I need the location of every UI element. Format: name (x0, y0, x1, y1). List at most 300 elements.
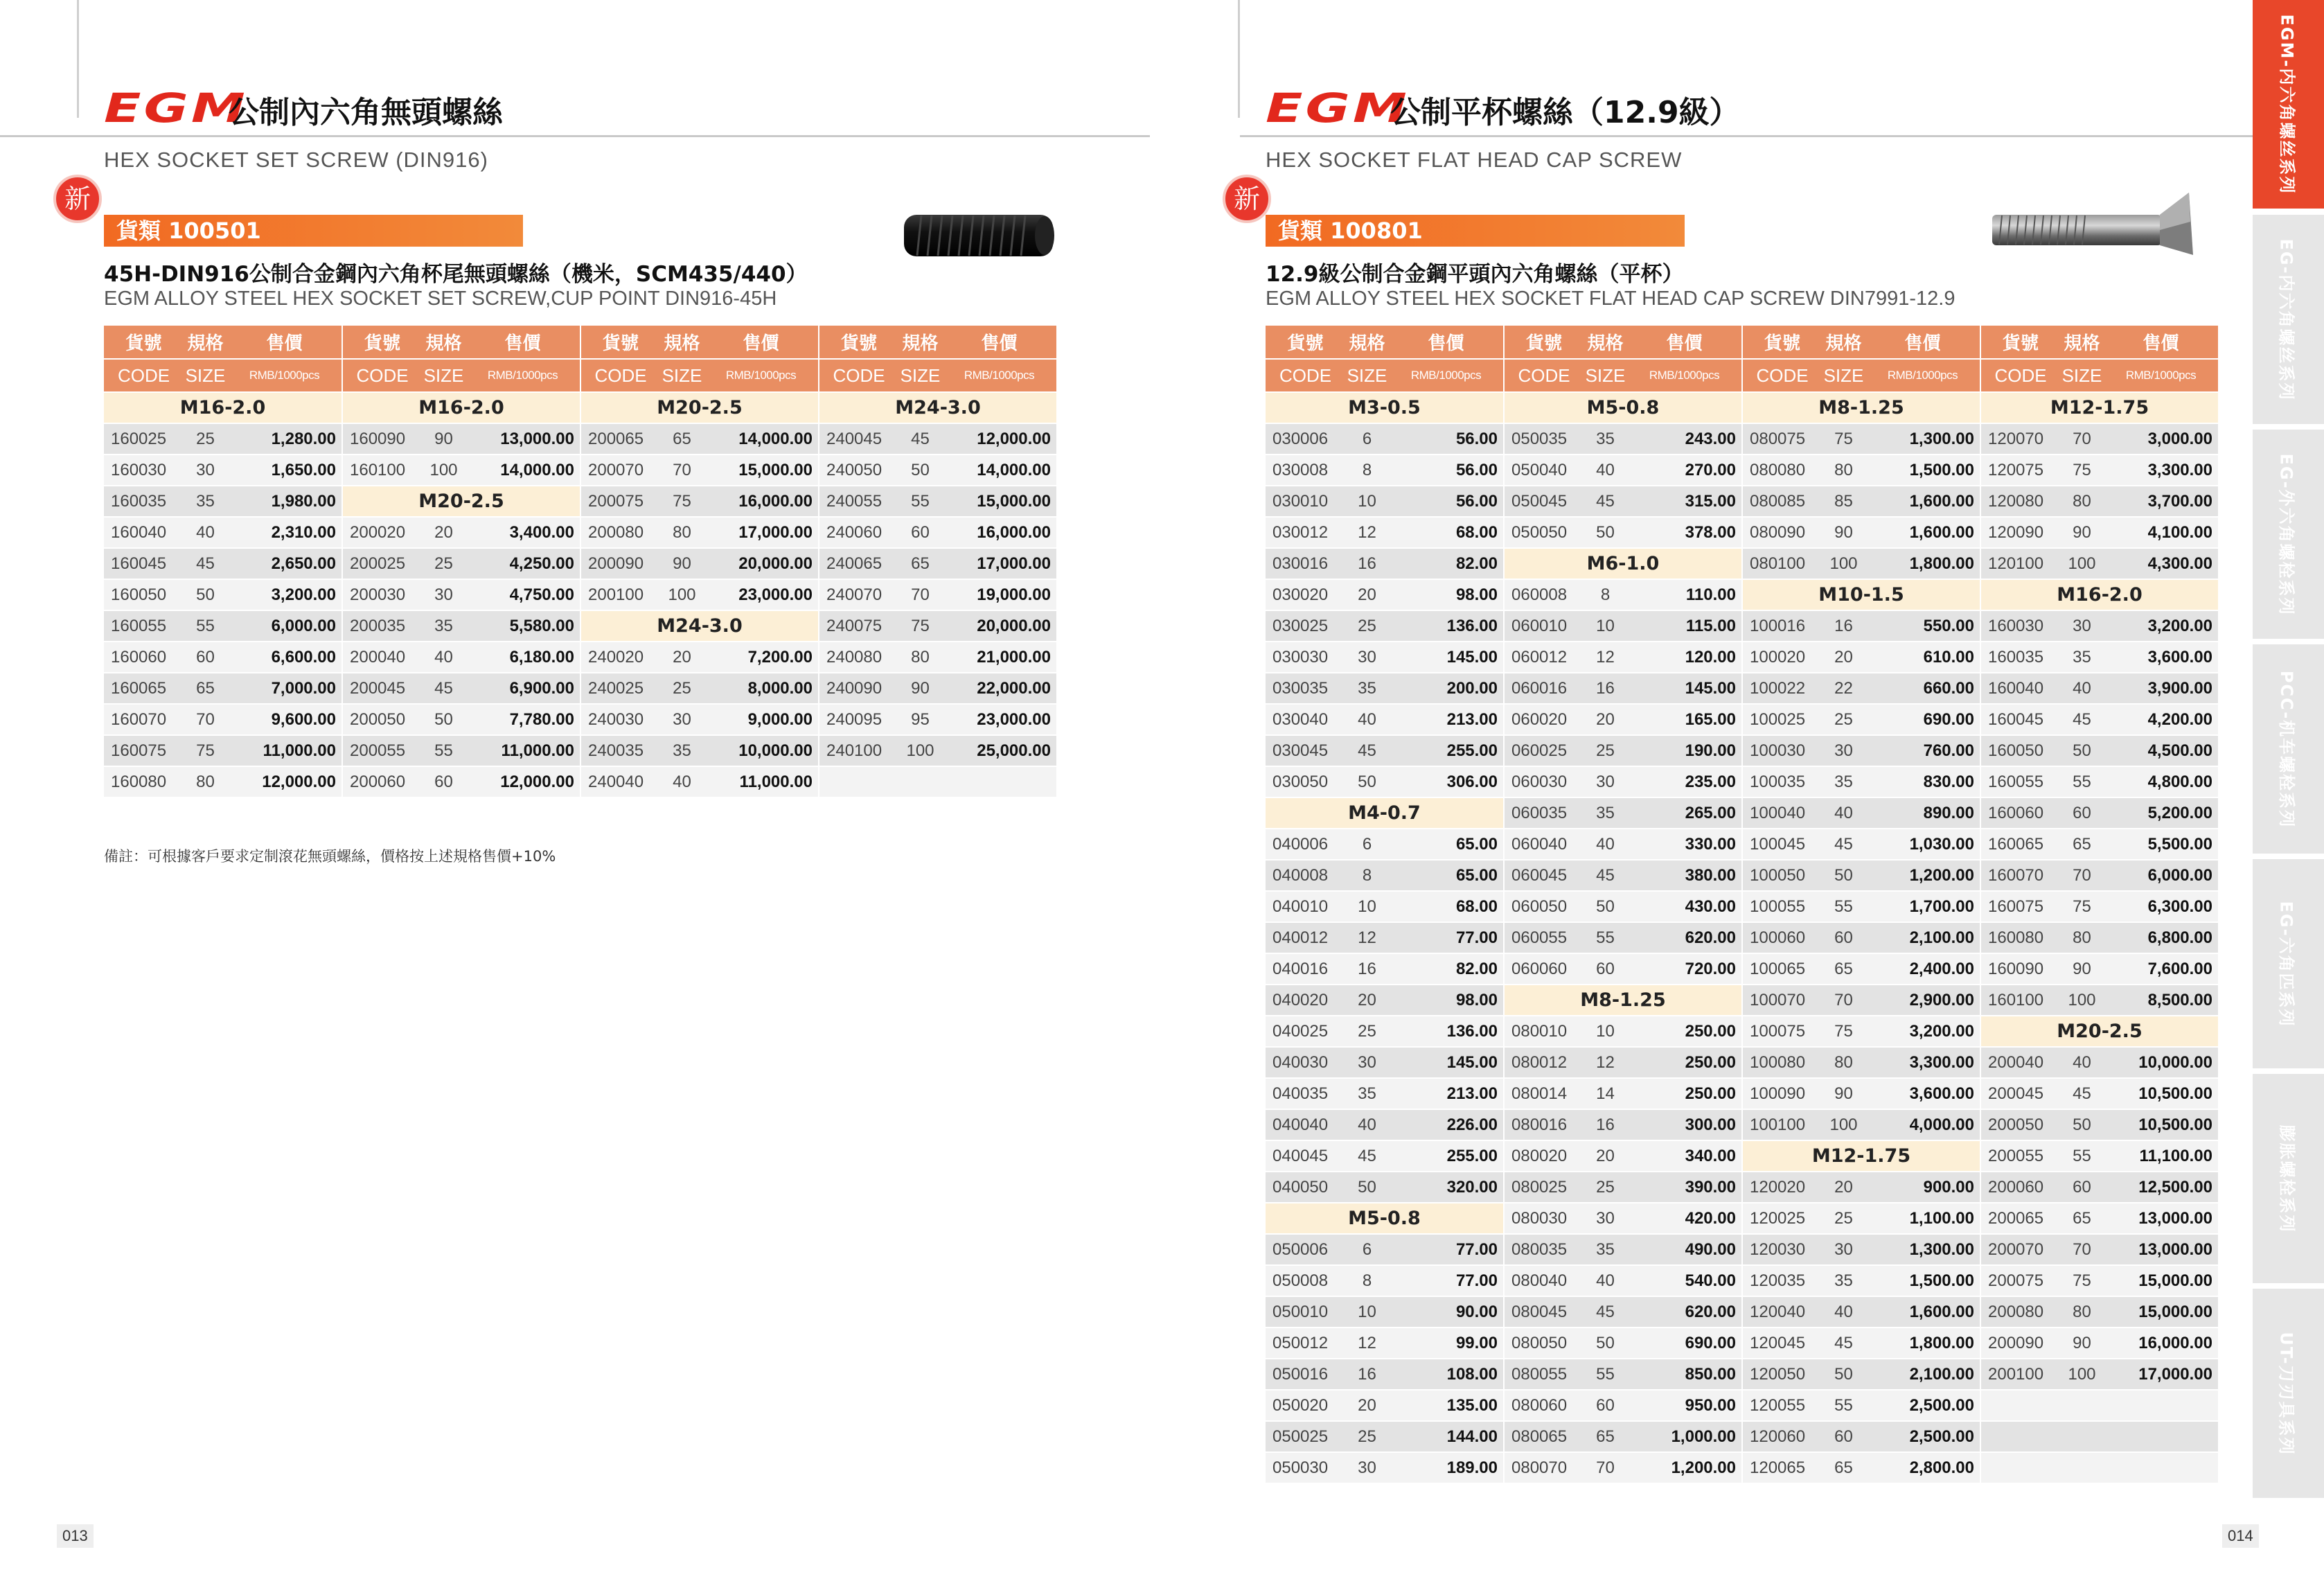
product-price-cell: 68.00 (1389, 517, 1504, 548)
product-size-cell: 50 (1584, 891, 1627, 922)
product-price-cell: 77.00 (1389, 1265, 1504, 1296)
table-row (104, 548, 1057, 579)
left-egm-logo: EGM (104, 85, 248, 132)
product-code-cell (1980, 1452, 2060, 1483)
product-size-cell: 100 (2060, 985, 2104, 1016)
product-price-cell: 12,500.00 (2104, 1172, 2219, 1203)
product-price-cell: 3,900.00 (2104, 673, 2219, 704)
product-size-cell: 45 (1345, 1140, 1389, 1172)
product-size-cell: 40 (1584, 455, 1627, 486)
product-size-cell: 50 (184, 579, 227, 610)
size-group-heading: M8-1.25 (1504, 985, 1742, 1016)
table-row (104, 392, 1057, 423)
product-code-cell: 200070 (580, 455, 660, 486)
side-tab-label: EG-六角匹系列 (2277, 900, 2296, 1027)
product-size-cell: 80 (660, 517, 704, 548)
product-price-cell: 13,000.00 (2104, 1234, 2219, 1265)
size-group-heading: M16-2.0 (1980, 579, 2219, 610)
product-size-cell: 8 (1345, 455, 1389, 486)
product-size-cell: 16 (1584, 673, 1627, 704)
product-price-cell: 56.00 (1389, 455, 1504, 486)
size-group-heading: M8-1.25 (1742, 392, 1980, 423)
product-price-cell: 315.00 (1627, 486, 1742, 517)
product-price-cell: 340.00 (1627, 1140, 1742, 1172)
product-price-cell: 6,180.00 (465, 642, 580, 673)
product-size-cell: 20 (1822, 642, 1865, 673)
side-tab[interactable] (2253, 0, 2324, 211)
product-code-cell: 080055 (1504, 1359, 1584, 1390)
left-header-rule (0, 135, 1150, 137)
product-size-cell: 100 (2060, 548, 2104, 579)
product-code-cell: 200090 (580, 548, 660, 579)
product-size-cell: 75 (660, 486, 704, 517)
product-price-cell: 690.00 (1627, 1327, 1742, 1359)
product-price-cell: 690.00 (1865, 704, 1980, 735)
product-code-cell: 200020 (342, 517, 422, 548)
product-code-cell: 120050 (1742, 1359, 1822, 1390)
product-code-cell: 080010 (1504, 1016, 1584, 1047)
table-row (1266, 1421, 2219, 1452)
product-price-cell: 56.00 (1389, 486, 1504, 517)
product-code-cell: 200060 (342, 766, 422, 797)
header-code-en: CODE (1980, 359, 2060, 392)
product-size-cell: 10 (1584, 610, 1627, 642)
product-size-cell: 12 (1345, 1327, 1389, 1359)
product-size-cell: 40 (1345, 1109, 1389, 1140)
product-size-cell: 50 (2060, 735, 2104, 766)
product-size-cell: 10 (1345, 1296, 1389, 1327)
table-row (1266, 423, 2219, 455)
product-size-cell: 55 (1822, 1390, 1865, 1421)
product-code-cell: 240035 (580, 735, 660, 766)
product-code-cell: 160090 (1980, 953, 2060, 985)
product-code-cell: 240065 (819, 548, 898, 579)
right-egm-logo: EGM (1266, 85, 1410, 132)
product-size-cell: 40 (660, 766, 704, 797)
product-price-cell: 1,600.00 (1865, 486, 1980, 517)
product-code-cell: 200080 (580, 517, 660, 548)
product-code-cell: 160060 (1980, 797, 2060, 829)
product-price-cell: 900.00 (1865, 1172, 1980, 1203)
product-price-cell: 4,750.00 (465, 579, 580, 610)
product-code-cell: 030016 (1266, 548, 1345, 579)
product-price-cell: 16,000.00 (704, 486, 819, 517)
header-code-cn: 貨號 (819, 326, 898, 359)
product-code-cell: 080045 (1504, 1296, 1584, 1327)
product-price-cell: 2,100.00 (1865, 1359, 1980, 1390)
product-size-cell: 65 (2060, 1203, 2104, 1234)
product-price-cell: 6,000.00 (227, 610, 342, 642)
product-code-cell: 080070 (1504, 1452, 1584, 1483)
product-code-cell: 120045 (1742, 1327, 1822, 1359)
side-tab[interactable] (2253, 644, 2324, 856)
product-size-cell: 45 (898, 423, 942, 455)
header-size-cn: 規格 (1584, 326, 1627, 359)
product-code-cell: 120075 (1980, 455, 2060, 486)
table-row (1266, 1452, 2219, 1483)
product-price-cell: 20,000.00 (942, 610, 1057, 642)
product-code-cell: 160025 (104, 423, 184, 455)
product-code-cell: 060045 (1504, 860, 1584, 891)
header-unit: RMB/1000pcs (1627, 359, 1742, 392)
product-size-cell: 20 (1584, 704, 1627, 735)
product-size-cell: 20 (1345, 985, 1389, 1016)
right-code-bar: 貨類 100801 (1266, 215, 1685, 247)
product-price-cell: 98.00 (1389, 579, 1504, 610)
product-code-cell: 040006 (1266, 829, 1345, 860)
table-row (1266, 392, 2219, 423)
product-code-cell (819, 766, 898, 797)
product-code-cell: 240030 (580, 704, 660, 735)
product-code-cell: 120065 (1742, 1452, 1822, 1483)
product-code-cell: 100050 (1742, 860, 1822, 891)
product-code-cell: 160035 (1980, 642, 2060, 673)
header-code-en: CODE (1266, 359, 1345, 392)
product-size-cell: 45 (1345, 735, 1389, 766)
product-code-cell: 160100 (342, 455, 422, 486)
table-row (1266, 1234, 2219, 1265)
product-code-cell: 040010 (1266, 891, 1345, 922)
side-tab-label: EG-外六角螺栓系列 (2277, 452, 2296, 616)
side-tab[interactable] (2253, 215, 2324, 427)
product-price-cell: 6,600.00 (227, 642, 342, 673)
product-size-cell: 45 (184, 548, 227, 579)
product-price-cell: 250.00 (1627, 1047, 1742, 1078)
product-price-cell: 15,000.00 (2104, 1296, 2219, 1327)
product-code-cell: 040030 (1266, 1047, 1345, 1078)
product-size-cell: 12 (1345, 922, 1389, 953)
product-code-cell: 240070 (819, 579, 898, 610)
header-code-cn: 貨號 (342, 326, 422, 359)
product-code-cell: 060030 (1504, 766, 1584, 797)
product-price-cell: 10,500.00 (2104, 1109, 2219, 1140)
side-tab[interactable] (2253, 1074, 2324, 1286)
product-price-cell: 226.00 (1389, 1109, 1504, 1140)
product-price-cell: 10,000.00 (704, 735, 819, 766)
product-size-cell: 25 (1822, 1203, 1865, 1234)
table-row (1266, 1203, 2219, 1234)
product-code-cell: 060025 (1504, 735, 1584, 766)
product-size-cell: 45 (1584, 486, 1627, 517)
product-price-cell: 1,300.00 (1865, 423, 1980, 455)
header-size-cn: 規格 (2060, 326, 2104, 359)
side-tab[interactable] (2253, 859, 2324, 1071)
header-size-cn: 規格 (660, 326, 704, 359)
product-size-cell: 80 (184, 766, 227, 797)
product-code-cell: 050010 (1266, 1296, 1345, 1327)
product-size-cell: 45 (1822, 829, 1865, 860)
product-price-cell: 17,000.00 (942, 548, 1057, 579)
header-unit: RMB/1000pcs (1389, 359, 1504, 392)
product-price-cell: 1,700.00 (1865, 891, 1980, 922)
left-code-bar: 貨類 100501 (104, 215, 523, 247)
product-size-cell: 16 (1345, 1359, 1389, 1390)
product-code-cell: 100022 (1742, 673, 1822, 704)
product-size-cell: 40 (184, 517, 227, 548)
product-code-cell: 080085 (1742, 486, 1822, 517)
product-size-cell: 30 (1345, 642, 1389, 673)
product-code-cell: 200055 (342, 735, 422, 766)
product-size-cell: 14 (1584, 1078, 1627, 1109)
product-price-cell: 610.00 (1865, 642, 1980, 673)
product-price-cell: 145.00 (1389, 1047, 1504, 1078)
product-price-cell: 190.00 (1627, 735, 1742, 766)
product-code-cell: 160065 (104, 673, 184, 704)
product-code-cell: 080060 (1504, 1390, 1584, 1421)
product-code-cell: 120090 (1980, 517, 2060, 548)
side-tab-label: PCC-机车螺栓系列 (2277, 670, 2297, 828)
header-price-cn: 售價 (1389, 326, 1504, 359)
side-tab[interactable] (2253, 430, 2324, 642)
product-size-cell: 50 (2060, 1109, 2104, 1140)
product-size-cell: 6 (1345, 1234, 1389, 1265)
product-size-cell: 25 (184, 423, 227, 455)
product-code-cell: 080075 (1742, 423, 1822, 455)
size-group-heading: M24-3.0 (580, 610, 819, 642)
header-code-cn: 貨號 (1266, 326, 1345, 359)
product-price-cell: 3,600.00 (2104, 642, 2219, 673)
product-size-cell: 8 (1345, 1265, 1389, 1296)
size-group-heading: M12-1.75 (1742, 1140, 1980, 1172)
product-code-cell: 160070 (104, 704, 184, 735)
product-price-cell: 1,800.00 (1865, 548, 1980, 579)
product-size-cell: 25 (1345, 1421, 1389, 1452)
product-code-cell: 160065 (1980, 829, 2060, 860)
product-code-cell: 050040 (1504, 455, 1584, 486)
flat-head-screw-image (1988, 187, 2196, 256)
product-price-cell (942, 766, 1057, 797)
product-code-cell: 080030 (1504, 1203, 1584, 1234)
size-group-heading: M24-3.0 (819, 392, 1057, 423)
product-size-cell: 55 (184, 610, 227, 642)
product-price-cell: 1,980.00 (227, 486, 342, 517)
product-code-cell: 160045 (104, 548, 184, 579)
product-price-cell: 2,100.00 (1865, 922, 1980, 953)
product-size-cell: 40 (2060, 1047, 2104, 1078)
product-price-cell: 10,500.00 (2104, 1078, 2219, 1109)
header-unit: RMB/1000pcs (227, 359, 342, 392)
product-size-cell: 35 (1822, 766, 1865, 797)
product-code-cell: 160055 (104, 610, 184, 642)
product-code-cell: 060040 (1504, 829, 1584, 860)
header-size-cn: 規格 (898, 326, 942, 359)
product-price-cell: 890.00 (1865, 797, 1980, 829)
product-code-cell (1980, 1421, 2060, 1452)
product-price-cell: 56.00 (1389, 423, 1504, 455)
product-price-cell: 5,500.00 (2104, 829, 2219, 860)
product-size-cell: 100 (1822, 548, 1865, 579)
product-size-cell: 35 (1584, 797, 1627, 829)
product-code-cell: 100080 (1742, 1047, 1822, 1078)
product-price-cell: 25,000.00 (942, 735, 1057, 766)
product-price-cell: 390.00 (1627, 1172, 1742, 1203)
product-price-cell: 4,500.00 (2104, 735, 2219, 766)
product-size-cell: 80 (898, 642, 942, 673)
product-price-cell (2104, 1421, 2219, 1452)
product-code-cell: 200075 (1980, 1265, 2060, 1296)
product-code-cell: 050035 (1504, 423, 1584, 455)
product-code-cell: 200030 (342, 579, 422, 610)
product-size-cell: 35 (1345, 673, 1389, 704)
product-price-cell: 3,600.00 (1865, 1078, 1980, 1109)
product-size-cell: 25 (1345, 610, 1389, 642)
product-size-cell: 95 (898, 704, 942, 735)
product-size-cell: 90 (660, 548, 704, 579)
product-size-cell: 30 (1584, 766, 1627, 797)
product-price-cell: 14,000.00 (465, 455, 580, 486)
product-price-cell: 20,000.00 (704, 548, 819, 579)
header-code-cn: 貨號 (104, 326, 184, 359)
product-code-cell: 080035 (1504, 1234, 1584, 1265)
header-code-cn: 貨號 (580, 326, 660, 359)
product-price-cell: 8,000.00 (704, 673, 819, 704)
product-code-cell: 100020 (1742, 642, 1822, 673)
product-price-cell: 11,000.00 (227, 735, 342, 766)
product-price-cell: 12,000.00 (465, 766, 580, 797)
product-code-cell: 200040 (1980, 1047, 2060, 1078)
product-size-cell: 30 (1345, 1047, 1389, 1078)
product-size-cell: 50 (1822, 1359, 1865, 1390)
product-code-cell: 040040 (1266, 1109, 1345, 1140)
product-price-cell: 250.00 (1627, 1016, 1742, 1047)
side-tab[interactable] (2253, 1289, 2324, 1501)
product-code-cell: 080025 (1504, 1172, 1584, 1203)
product-price-cell: 320.00 (1389, 1172, 1504, 1203)
product-size-cell: 35 (1584, 423, 1627, 455)
header-size-cn: 規格 (184, 326, 227, 359)
product-price-cell: 145.00 (1627, 673, 1742, 704)
product-code-cell: 030025 (1266, 610, 1345, 642)
product-size-cell: 70 (2060, 860, 2104, 891)
product-size-cell: 25 (422, 548, 465, 579)
product-code-cell: 240095 (819, 704, 898, 735)
product-price-cell: 23,000.00 (942, 704, 1057, 735)
product-code-cell: 160080 (1980, 922, 2060, 953)
product-price-cell: 7,780.00 (465, 704, 580, 735)
product-size-cell: 100 (898, 735, 942, 766)
product-code-cell: 200050 (1980, 1109, 2060, 1140)
product-price-cell: 1,280.00 (227, 423, 342, 455)
product-code-cell: 200045 (342, 673, 422, 704)
product-code-cell: 030010 (1266, 486, 1345, 517)
product-code-cell: 200065 (1980, 1203, 2060, 1234)
product-size-cell: 55 (1584, 922, 1627, 953)
product-code-cell: 240090 (819, 673, 898, 704)
product-code-cell: 200100 (580, 579, 660, 610)
product-size-cell: 90 (2060, 953, 2104, 985)
product-code-cell: 030040 (1266, 704, 1345, 735)
product-size-cell (2060, 1421, 2104, 1452)
product-code-cell: 100090 (1742, 1078, 1822, 1109)
product-size-cell: 25 (1584, 1172, 1627, 1203)
product-size-cell: 45 (1822, 1327, 1865, 1359)
product-price-cell: 12,000.00 (227, 766, 342, 797)
table-row (1266, 1327, 2219, 1359)
product-price-cell: 144.00 (1389, 1421, 1504, 1452)
product-size-cell: 60 (422, 766, 465, 797)
product-size-cell: 35 (422, 610, 465, 642)
product-size-cell: 60 (1584, 953, 1627, 985)
right-product-name-en: EGM ALLOY STEEL HEX SOCKET FLAT HEAD CAP SCREW DIN7991-12.9 (1266, 288, 1955, 310)
product-code-cell: 060008 (1504, 579, 1584, 610)
product-size-cell: 80 (1822, 1047, 1865, 1078)
product-size-cell: 30 (1822, 735, 1865, 766)
product-price-cell: 6,800.00 (2104, 922, 2219, 953)
product-price-cell: 255.00 (1389, 1140, 1504, 1172)
product-code-cell: 100100 (1742, 1109, 1822, 1140)
product-price-cell: 1,200.00 (1865, 860, 1980, 891)
product-code-cell: 240040 (580, 766, 660, 797)
header-size-en: SIZE (1584, 359, 1627, 392)
product-code-cell: 030012 (1266, 517, 1345, 548)
header-code-en: CODE (819, 359, 898, 392)
header-unit: RMB/1000pcs (942, 359, 1057, 392)
product-price-cell: 4,800.00 (2104, 766, 2219, 797)
side-tab-label: UT-刀刃具系列 (2277, 1331, 2297, 1456)
product-size-cell: 75 (184, 735, 227, 766)
product-price-cell: 82.00 (1389, 953, 1504, 985)
product-size-cell: 65 (898, 548, 942, 579)
product-code-cell: 200040 (342, 642, 422, 673)
header-size-en: SIZE (184, 359, 227, 392)
product-code-cell: 240050 (819, 455, 898, 486)
product-size-cell: 70 (1822, 985, 1865, 1016)
product-price-cell: 430.00 (1627, 891, 1742, 922)
size-group-heading: M5-0.8 (1266, 1203, 1504, 1234)
product-size-cell: 30 (660, 704, 704, 735)
product-code-cell: 240060 (819, 517, 898, 548)
product-price-cell: 136.00 (1389, 610, 1504, 642)
table-row (1266, 953, 2219, 985)
product-price-cell: 1,030.00 (1865, 829, 1980, 860)
product-code-cell: 040020 (1266, 985, 1345, 1016)
product-price-cell: 720.00 (1627, 953, 1742, 985)
product-price-cell: 255.00 (1389, 735, 1504, 766)
product-price-cell: 265.00 (1627, 797, 1742, 829)
product-size-cell: 70 (2060, 423, 2104, 455)
product-code-cell: 240075 (819, 610, 898, 642)
product-size-cell: 25 (660, 673, 704, 704)
product-code-cell: 080065 (1504, 1421, 1584, 1452)
product-code-cell: 160050 (104, 579, 184, 610)
left-product-name: 45H-DIN916公制合金鋼內六角杯尾無頭螺絲（機米，SCM435/440） (104, 262, 808, 287)
product-code-cell: 050016 (1266, 1359, 1345, 1390)
product-code-cell: 080080 (1742, 455, 1822, 486)
product-price-cell: 77.00 (1389, 1234, 1504, 1265)
product-size-cell: 16 (1345, 953, 1389, 985)
product-size-cell (2060, 1452, 2104, 1483)
product-size-cell: 90 (422, 423, 465, 455)
product-size-cell: 45 (2060, 704, 2104, 735)
product-price-cell: 760.00 (1865, 735, 1980, 766)
product-code-cell: 160080 (104, 766, 184, 797)
product-price-cell: 620.00 (1627, 1296, 1742, 1327)
product-code-cell: 100070 (1742, 985, 1822, 1016)
product-size-cell: 75 (2060, 1265, 2104, 1296)
table-row (1266, 1390, 2219, 1421)
table-row (104, 455, 1057, 486)
product-code-cell: 050012 (1266, 1327, 1345, 1359)
left-page-title: 公制內六角無頭螺絲 (229, 95, 503, 130)
header-size-en: SIZE (660, 359, 704, 392)
product-size-cell: 30 (2060, 610, 2104, 642)
product-size-cell: 55 (1822, 891, 1865, 922)
product-price-cell: 270.00 (1627, 455, 1742, 486)
product-size-cell: 50 (1822, 860, 1865, 891)
product-price-cell: 250.00 (1627, 1078, 1742, 1109)
header-size-en: SIZE (2060, 359, 2104, 392)
product-code-cell: 200060 (1980, 1172, 2060, 1203)
